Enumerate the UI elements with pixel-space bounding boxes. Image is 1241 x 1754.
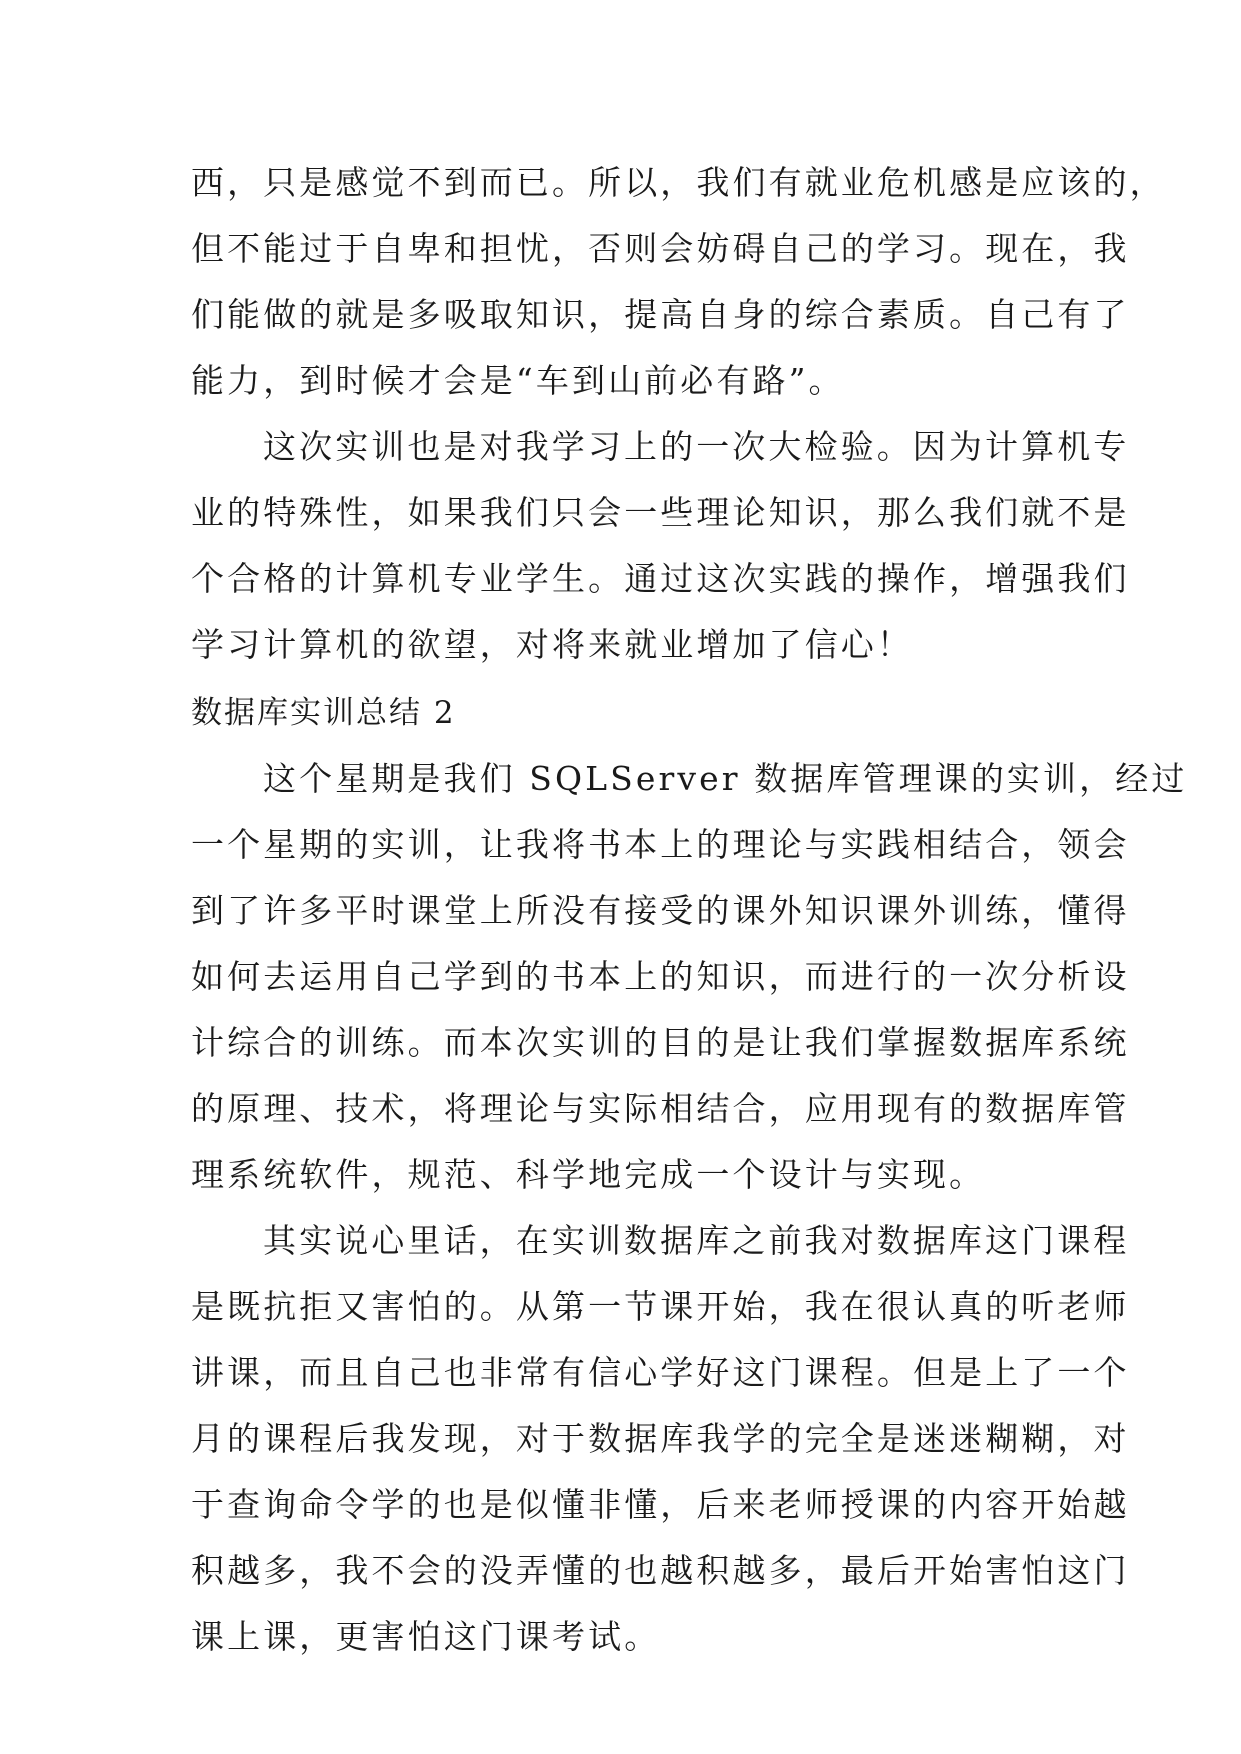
paragraph-line: 这个星期是我们 SQLServer 数据库管理课的实训，经过 bbox=[263, 759, 1188, 798]
section-heading: 数据库实训总结 2 bbox=[191, 695, 456, 731]
paragraph-line: 理系统软件，规范、科学地完成一个设计与实现。 bbox=[191, 1155, 986, 1194]
paragraph-line: 计综合的训练。而本次实训的目的是让我们掌握数据库系统 bbox=[191, 1023, 1130, 1062]
paragraph-line: 于查询命令学的也是似懂非懂，后来老师授课的内容开始越 bbox=[191, 1485, 1130, 1524]
paragraph-line: 如何去运用自己学到的书本上的知识，而进行的一次分析设 bbox=[191, 957, 1130, 996]
paragraph-line: 到了许多平时课堂上所没有接受的课外知识课外训练，懂得 bbox=[191, 891, 1130, 930]
paragraph-line: 讲课，而且自己也非常有信心学好这门课程。但是上了一个 bbox=[191, 1353, 1130, 1392]
paragraph-line: 一个星期的实训，让我将书本上的理论与实践相结合，领会 bbox=[191, 825, 1130, 864]
paragraph-line: 其实说心里话，在实训数据库之前我对数据库这门课程 bbox=[263, 1221, 1130, 1260]
paragraph-line: 业的特殊性，如果我们只会一些理论知识，那么我们就不是 bbox=[191, 493, 1130, 532]
paragraph-line: 们能做的就是多吸取知识，提高自身的综合素质。自己有了 bbox=[191, 295, 1130, 334]
paragraph-line: 是既抗拒又害怕的。从第一节课开始，我在很认真的听老师 bbox=[191, 1287, 1130, 1326]
paragraph-line: 积越多，我不会的没弄懂的也越积越多，最后开始害怕这门 bbox=[191, 1551, 1130, 1590]
paragraph-line: 学习计算机的欲望，对将来就业增加了信心！ bbox=[191, 625, 913, 664]
section-two-body bbox=[191, 746, 1188, 1670]
paragraph-line: 但不能过于自卑和担忧，否则会妨碍自己的学习。现在，我 bbox=[191, 229, 1130, 268]
paragraph-line: 这次实训也是对我学习上的一次大检验。因为计算机专 bbox=[263, 427, 1130, 466]
paragraph-line: 月的课程后我发现，对于数据库我学的完全是迷迷糊糊，对 bbox=[191, 1419, 1130, 1458]
paragraph-line: 西，只是感觉不到而已。所以，我们有就业危机感是应该的， bbox=[191, 163, 1166, 202]
paragraph-line: 能力，到时候才会是“车到山前必有路”。 bbox=[191, 361, 845, 400]
paragraph-line: 课上课，更害怕这门课考试。 bbox=[191, 1617, 661, 1656]
section-one-body bbox=[191, 150, 1166, 678]
paragraph-line: 的原理、技术，将理论与实际相结合，应用现有的数据库管 bbox=[191, 1089, 1130, 1128]
paragraph-line: 个合格的计算机专业学生。通过这次实践的操作，增强我们 bbox=[191, 559, 1130, 598]
